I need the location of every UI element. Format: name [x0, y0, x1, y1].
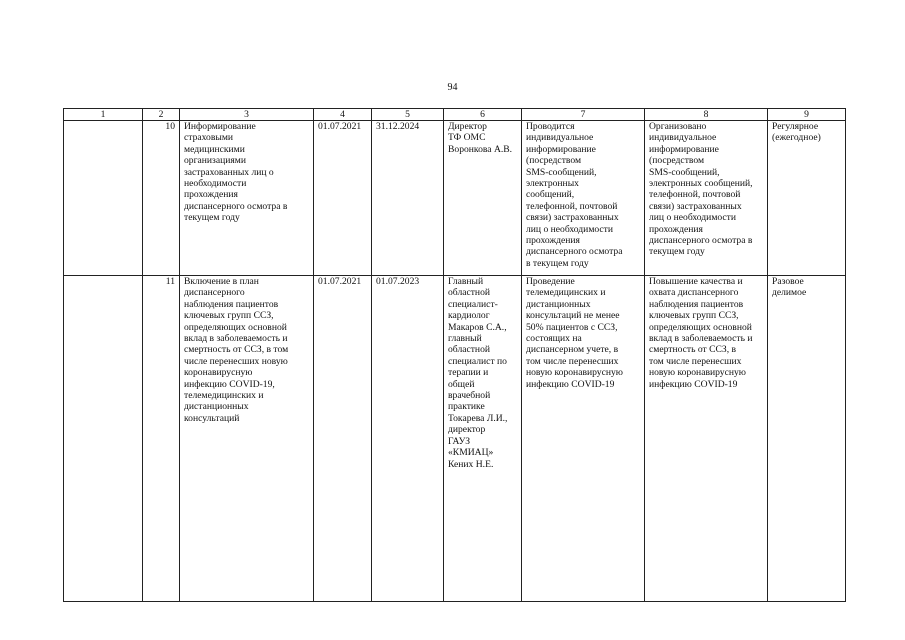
periodicity: Регулярное (ежегодное) [768, 121, 846, 276]
responsible-person: Директор ТФ ОМС Воронкова А.В. [444, 121, 522, 276]
expected-result: Организовано индивидуальное информирование (посредством SMS-сообщений, электронных сообщений, телефонной, почтовой связи) застрахованных лиц о необходимости прохождения диспансерного осмотра в текущем году [645, 121, 768, 276]
end-date: 01.07.2023 [372, 276, 444, 602]
header-cell-4: 4 [314, 109, 372, 121]
characteristic-result: Проведение телемедицинских и дистанционных консультаций не менее 50% пациентов с ССЗ, состоящих на диспансерном учете, в том числе перенесших новую коронавирусную инфекцию COVID-19 [522, 276, 645, 602]
characteristic-result: Проводится индивидуальное информирование (посредством SMS-сообщений, электронных сообщений, телефонной, почтовой связи) застрахованных лиц о необходимости прохождения диспансерного осмотра в текущем году [522, 121, 645, 276]
header-cell-1: 1 [64, 109, 143, 121]
table-row [64, 121, 846, 276]
header-cell-9: 9 [768, 109, 846, 121]
row-number: 11 [143, 276, 180, 602]
header-cell-3: 3 [180, 109, 314, 121]
periodicity: Разовое делимое [768, 276, 846, 602]
header-cell-7: 7 [522, 109, 645, 121]
header-cell-5: 5 [372, 109, 444, 121]
measure-name: Информирование страховыми медицинскими организациями застрахованных лиц о необходимости прохождения диспансерного осмотра в текущем году [180, 121, 314, 276]
end-date: 31.12.2024 [372, 121, 444, 276]
header-cell-6: 6 [444, 109, 522, 121]
row-number: 10 [143, 121, 180, 276]
row-cell-col1 [64, 276, 143, 602]
responsible-person: Главный областной специалист- кардиолог Макаров С.А., главный областной специалист по терапии и общей врачебной практике Токарева Л.И., директор ГАУЗ «КМИАЦ» Кених Н.Е. [444, 276, 522, 602]
plan-table [63, 108, 846, 602]
header-cell-2: 2 [143, 109, 180, 121]
row-cell-col1 [64, 121, 143, 276]
expected-result: Повышение качества и охвата диспансерного наблюдения пациентов ключевых групп ССЗ, определяющих основной вклад в заболеваемость и смертность от ССЗ, в том числе перенесших новую коронавирусную инфекцию COVID-19 [645, 276, 768, 602]
page-number: 94 [447, 82, 458, 93]
table-row [64, 276, 846, 602]
measure-name: Включение в план диспансерного наблюдения пациентов ключевых групп ССЗ, определяющих основной вклад в заболеваемость и смертность от ССЗ, в том числе перенесших новую коронавирусную инфекцию COVID-19, телемедицинских и дистанционных консультаций [180, 276, 314, 602]
start-date: 01.07.2021 [314, 276, 372, 602]
start-date: 01.07.2021 [314, 121, 372, 276]
header-row [64, 109, 846, 121]
header-cell-8: 8 [645, 109, 768, 121]
